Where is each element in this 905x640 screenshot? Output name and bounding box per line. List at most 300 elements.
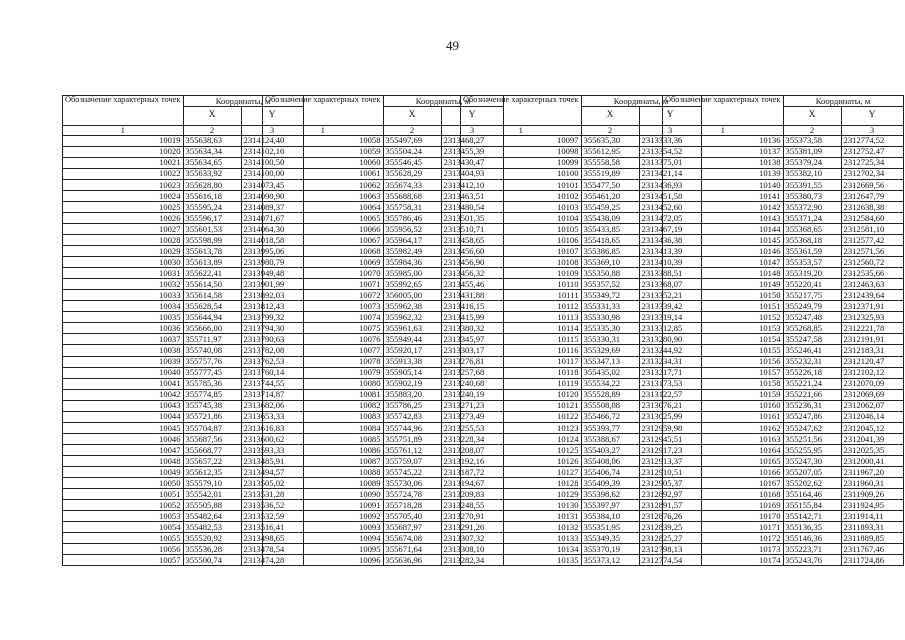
x-value-cell: 355207,05 [783, 467, 841, 478]
table-row [663, 146, 904, 157]
table-row [663, 444, 904, 455]
y-value-cell: 2313282,34 [441, 555, 503, 566]
point-id-cell: 10148 [663, 268, 784, 279]
x-value-cell: 355905,14 [383, 367, 441, 378]
point-id-cell: 10168 [663, 489, 784, 500]
y-value-cell: 2313431,88 [441, 290, 503, 301]
point-id-cell: 10155 [663, 345, 784, 356]
x-value-cell: 355508,08 [581, 400, 639, 411]
x-value-cell: 355247,58 [783, 334, 841, 345]
point-id-cell: 10039 [63, 356, 184, 367]
y-value-cell: 2312191,91 [841, 334, 903, 345]
point-id-cell: 10036 [63, 323, 184, 334]
y-value-cell: 2312535,66 [841, 268, 903, 279]
x-value-cell: 355718,28 [383, 500, 441, 511]
y-value-cell: 2313593,33 [241, 444, 303, 455]
point-id-cell: 10094 [263, 533, 384, 544]
point-label-header: Обозначение характерных точек [63, 96, 184, 126]
table-row [663, 290, 904, 301]
y-value-cell: 2313234,31 [639, 356, 701, 367]
x-value-cell: 355357,52 [581, 279, 639, 290]
x-value-cell: 355388,67 [581, 433, 639, 444]
y-value-cell: 2312120,47 [841, 356, 903, 367]
y-value-cell: 2313173,53 [639, 378, 701, 389]
y-value-cell: 2313532,59 [241, 511, 303, 522]
x-value-cell: 355711,97 [183, 334, 241, 345]
x-value-cell: 355687,56 [183, 433, 241, 444]
x-value-cell: 355384,10 [581, 511, 639, 522]
point-id-cell: 10128 [461, 478, 582, 489]
x-value-cell: 355758,31 [383, 201, 441, 212]
point-id-cell: 10035 [63, 312, 184, 323]
x-value-cell: 355628,80 [183, 179, 241, 190]
point-id-cell: 10079 [263, 367, 384, 378]
point-id-cell: 10150 [663, 290, 784, 301]
y-value-cell: 2313025,99 [639, 411, 701, 422]
point-id-cell: 10064 [263, 201, 384, 212]
x-value-cell: 355466,72 [581, 411, 639, 422]
point-id-cell: 10070 [263, 268, 384, 279]
x-value-cell: 355217,75 [783, 290, 841, 301]
x-value-cell: 355330,31 [581, 334, 639, 345]
col-num-1: 1 [461, 126, 582, 136]
y-value-cell: 2313410,39 [639, 257, 701, 268]
point-id-cell: 10110 [461, 279, 582, 290]
x-value-cell: 355671,64 [383, 544, 441, 555]
col-num-1: 1 [63, 126, 184, 136]
x-value-cell: 355628,54 [183, 301, 241, 312]
x-value-cell: 355744,96 [383, 422, 441, 433]
y-value-cell: 2312221,78 [841, 323, 903, 334]
x-value-cell: 355221,66 [783, 389, 841, 400]
x-value-cell: 355992,65 [383, 279, 441, 290]
point-label-header: Обозначение характерных точек [263, 96, 384, 126]
y-value-cell: 2313472,05 [639, 212, 701, 223]
x-header: X [183, 107, 241, 126]
y-value-cell: 2313498,65 [241, 533, 303, 544]
x-value-cell: 355349,72 [581, 290, 639, 301]
point-id-cell: 10160 [663, 400, 784, 411]
point-id-cell: 10124 [461, 433, 582, 444]
point-id-cell: 10100 [461, 168, 582, 179]
table-row [663, 544, 904, 555]
col-num-3: 3 [841, 126, 903, 136]
y-value-cell: 2313415,99 [441, 312, 503, 323]
x-value-cell: 355350,88 [581, 268, 639, 279]
point-id-cell: 10166 [663, 467, 784, 478]
x-value-cell: 355243,76 [783, 555, 841, 566]
y-value-cell: 2313616,83 [241, 422, 303, 433]
y-value-cell: 2314089,37 [241, 201, 303, 212]
point-id-cell: 10139 [663, 168, 784, 179]
point-id-cell: 10021 [63, 157, 184, 168]
x-value-cell: 355638,63 [183, 135, 241, 146]
x-value-cell: 355668,77 [183, 444, 241, 455]
y-value-cell: 2312917,23 [639, 444, 701, 455]
point-id-cell: 10151 [663, 301, 784, 312]
y-value-cell: 2313421,14 [639, 168, 701, 179]
point-id-cell: 10137 [663, 146, 784, 157]
y-value-cell: 2313194,67 [441, 478, 503, 489]
y-value-cell: 2313319,14 [639, 312, 701, 323]
y-value-cell: 2312892,97 [639, 489, 701, 500]
point-id-cell: 10145 [663, 235, 784, 246]
col-num-3: 3 [241, 126, 303, 136]
y-value-cell: 2313307,32 [441, 533, 503, 544]
point-id-cell: 10092 [263, 511, 384, 522]
point-id-cell: 10078 [263, 356, 384, 367]
point-id-cell: 10068 [263, 246, 384, 257]
table-row [663, 323, 904, 334]
x-value-cell: 355403,27 [581, 444, 639, 455]
x-value-cell: 355319,20 [783, 268, 841, 279]
y-value-cell: 2313122,57 [639, 389, 701, 400]
point-id-cell: 10144 [663, 223, 784, 234]
col-num-1: 1 [663, 126, 784, 136]
x-value-cell: 355920,17 [383, 345, 441, 356]
x-value-cell: 355519,89 [581, 168, 639, 179]
y-value-cell: 2312560,72 [841, 257, 903, 268]
x-value-cell: 355409,39 [581, 478, 639, 489]
x-value-cell: 355705,40 [383, 511, 441, 522]
y-value-cell: 2313480,54 [441, 201, 503, 212]
y-value-cell: 2314100,00 [241, 168, 303, 179]
x-value-cell: 355902,19 [383, 378, 441, 389]
y-value-cell: 2312581,10 [841, 223, 903, 234]
point-id-cell: 10097 [461, 135, 582, 146]
y-value-cell: 2313451,58 [639, 190, 701, 201]
table-row [663, 489, 904, 500]
y-value-cell: 2312647,79 [841, 190, 903, 201]
y-value-cell: 2312046,14 [841, 411, 903, 422]
point-id-cell: 10158 [663, 378, 784, 389]
point-id-cell: 10048 [63, 455, 184, 466]
y-value-cell: 2313217,71 [639, 367, 701, 378]
point-id-cell: 10054 [63, 522, 184, 533]
y-value-cell: 2313280,90 [639, 334, 701, 345]
x-value-cell: 355542,01 [183, 489, 241, 500]
y-value-cell: 2313436,93 [639, 179, 701, 190]
point-id-cell: 10125 [461, 444, 582, 455]
point-id-cell: 10133 [461, 533, 582, 544]
point-id-cell: 10083 [263, 411, 384, 422]
x-value-cell: 355268,85 [783, 323, 841, 334]
point-id-cell: 10113 [461, 312, 582, 323]
y-value-cell: 2314071,67 [241, 212, 303, 223]
table-row [663, 190, 904, 201]
point-id-cell: 10107 [461, 246, 582, 257]
table-row [663, 168, 904, 179]
point-id-cell: 10034 [63, 301, 184, 312]
x-value-cell: 355558,58 [581, 157, 639, 168]
point-id-cell: 10026 [63, 212, 184, 223]
x-value-cell: 355372,90 [783, 201, 841, 212]
point-id-cell: 10132 [461, 522, 582, 533]
point-id-cell: 10065 [263, 212, 384, 223]
point-id-cell: 10040 [63, 367, 184, 378]
y-value-cell: 2314102,16 [241, 146, 303, 157]
y-value-cell: 2314124,40 [241, 135, 303, 146]
y-value-cell: 2311924,95 [841, 500, 903, 511]
point-id-cell: 10129 [461, 489, 582, 500]
x-value-cell: 355913,38 [383, 356, 441, 367]
table-row [663, 522, 904, 533]
x-value-cell: 355982,49 [383, 246, 441, 257]
table-row [663, 533, 904, 544]
point-id-cell: 10095 [263, 544, 384, 555]
x-value-cell: 355520,92 [183, 533, 241, 544]
point-id-cell: 10029 [63, 246, 184, 257]
y-value-cell: 2312325,93 [841, 312, 903, 323]
y-value-cell: 2313812,43 [241, 301, 303, 312]
table-row [663, 268, 904, 279]
y-value-cell: 2312463,63 [841, 279, 903, 290]
point-id-cell: 10042 [63, 389, 184, 400]
y-value-cell: 2313412,10 [441, 179, 503, 190]
y-value-cell: 2313452,60 [639, 201, 701, 212]
y-value-cell: 2312774,52 [841, 135, 903, 146]
y-value-cell: 2313456,32 [441, 268, 503, 279]
point-id-cell: 10152 [663, 312, 784, 323]
y-value-cell: 2313794,30 [241, 323, 303, 334]
y-value-cell: 2313248,55 [441, 500, 503, 511]
x-header: X [383, 107, 441, 126]
point-id-cell: 10123 [461, 422, 582, 433]
y-value-cell: 2312069,69 [841, 389, 903, 400]
x-value-cell: 355482,64 [183, 511, 241, 522]
point-id-cell: 10019 [63, 135, 184, 146]
y-value-cell: 2313303,17 [441, 345, 503, 356]
x-value-cell: 355371,24 [783, 212, 841, 223]
x-value-cell: 355353,57 [783, 257, 841, 268]
y-value-cell: 2313354,52 [639, 146, 701, 157]
point-id-cell: 10161 [663, 411, 784, 422]
x-value-cell: 355616,18 [183, 190, 241, 201]
x-value-cell: 355721,86 [183, 411, 241, 422]
point-id-cell: 10167 [663, 478, 784, 489]
point-id-cell: 10024 [63, 190, 184, 201]
point-id-cell: 10115 [461, 334, 582, 345]
point-id-cell: 10162 [663, 422, 784, 433]
x-value-cell: 355435,02 [581, 367, 639, 378]
x-value-cell: 355500,74 [183, 555, 241, 566]
x-value-cell: 355786,25 [383, 400, 441, 411]
point-id-cell: 10130 [461, 500, 582, 511]
point-id-cell: 10088 [263, 467, 384, 478]
y-value-cell: 2314018,58 [241, 235, 303, 246]
x-value-cell: 355598,99 [183, 235, 241, 246]
x-value-cell: 355742,83 [383, 411, 441, 422]
y-value-cell: 2313949,48 [241, 268, 303, 279]
point-id-cell: 10127 [461, 467, 582, 478]
y-value-cell: 2313980,79 [241, 257, 303, 268]
table-row [663, 511, 904, 522]
point-id-cell: 10153 [663, 323, 784, 334]
x-value-cell: 355961,63 [383, 323, 441, 334]
y-value-cell: 2312070,09 [841, 378, 903, 389]
y-value-cell: 2312439,64 [841, 290, 903, 301]
table-row [663, 301, 904, 312]
y-value-cell: 2313799,32 [241, 312, 303, 323]
y-value-cell: 2313270,91 [441, 511, 503, 522]
x-header: X [783, 107, 841, 126]
point-id-cell: 10061 [263, 168, 384, 179]
point-id-cell: 10058 [263, 135, 384, 146]
table-row [663, 467, 904, 478]
x-value-cell: 355247,48 [783, 312, 841, 323]
point-id-cell: 10131 [461, 511, 582, 522]
x-value-cell: 355956,52 [383, 223, 441, 234]
x-value-cell: 355757,76 [183, 356, 241, 367]
x-value-cell: 355477,50 [581, 179, 639, 190]
y-value-cell: 2313456,60 [441, 246, 503, 257]
point-id-cell: 10025 [63, 201, 184, 212]
x-value-cell: 355251,56 [783, 433, 841, 444]
x-value-cell: 355220,41 [783, 279, 841, 290]
x-value-cell: 355247,62 [783, 422, 841, 433]
y-header: Y [841, 107, 903, 126]
y-value-cell: 2312045,12 [841, 422, 903, 433]
point-id-cell: 10031 [63, 268, 184, 279]
y-value-cell: 2313228,34 [441, 433, 503, 444]
x-value-cell: 355505,88 [183, 500, 241, 511]
point-id-cell: 10146 [663, 246, 784, 257]
x-value-cell: 355247,86 [783, 411, 841, 422]
point-id-cell: 10084 [263, 422, 384, 433]
x-value-cell: 355246,41 [783, 345, 841, 356]
point-id-cell: 10135 [461, 555, 582, 566]
point-id-cell: 10106 [461, 235, 582, 246]
y-value-cell: 2313505,02 [241, 478, 303, 489]
x-value-cell: 355536,28 [183, 544, 241, 555]
point-id-cell: 10049 [63, 467, 184, 478]
point-id-cell: 10102 [461, 190, 582, 201]
x-value-cell: 355546,45 [383, 157, 441, 168]
point-id-cell: 10156 [663, 356, 784, 367]
x-value-cell: 355398,62 [581, 489, 639, 500]
y-value-cell: 2313474,28 [241, 555, 303, 566]
point-id-cell: 10033 [63, 290, 184, 301]
point-id-cell: 10044 [63, 411, 184, 422]
y-value-cell: 2313901,99 [241, 279, 303, 290]
point-id-cell: 10072 [263, 290, 384, 301]
x-value-cell: 355528,89 [581, 389, 639, 400]
x-value-cell: 355596,17 [183, 212, 241, 223]
y-value-cell: 2312183,31 [841, 345, 903, 356]
point-id-cell: 10109 [461, 268, 582, 279]
point-id-cell: 10080 [263, 378, 384, 389]
y-value-cell: 2311909,26 [841, 489, 903, 500]
y-value-cell: 2313257,68 [441, 367, 503, 378]
y-value-cell: 2313208,07 [441, 444, 503, 455]
y-value-cell: 2312062,07 [841, 400, 903, 411]
y-value-cell: 2313413,39 [639, 246, 701, 257]
x-value-cell: 355347,13 [581, 356, 639, 367]
x-value-cell: 355962,38 [383, 301, 441, 312]
y-value-cell: 2312798,13 [639, 544, 701, 555]
point-id-cell: 10114 [461, 323, 582, 334]
point-id-cell: 10105 [461, 223, 582, 234]
point-id-cell: 10173 [663, 544, 784, 555]
point-id-cell: 10111 [461, 290, 582, 301]
col-num-2: 2 [783, 126, 841, 136]
point-id-cell: 10091 [263, 500, 384, 511]
col-num-3: 3 [639, 126, 701, 136]
table-row [663, 555, 904, 566]
y-value-cell: 2313345,97 [441, 334, 503, 345]
x-value-cell: 355155,84 [783, 500, 841, 511]
y-value-cell: 2314064,30 [241, 223, 303, 234]
y-value-cell: 2313308,10 [441, 544, 503, 555]
point-id-cell: 10119 [461, 378, 582, 389]
point-id-cell: 10118 [461, 367, 582, 378]
x-value-cell: 355628,29 [383, 168, 441, 179]
point-id-cell: 10023 [63, 179, 184, 190]
point-id-cell: 10096 [263, 555, 384, 566]
y-value-cell: 2313600,62 [241, 433, 303, 444]
table-row [663, 378, 904, 389]
y-value-cell: 2312041,39 [841, 433, 903, 444]
point-id-cell: 10116 [461, 345, 582, 356]
point-id-cell: 10159 [663, 389, 784, 400]
point-id-cell: 10086 [263, 444, 384, 455]
point-id-cell: 10121 [461, 400, 582, 411]
point-id-cell: 10074 [263, 312, 384, 323]
y-value-cell: 2313467,19 [639, 223, 701, 234]
point-id-cell: 10165 [663, 455, 784, 466]
y-value-cell: 2311767,46 [841, 544, 903, 555]
y-value-cell: 2313478,54 [241, 544, 303, 555]
x-value-cell: 355369,10 [581, 257, 639, 268]
point-id-cell: 10053 [63, 511, 184, 522]
point-id-cell: 10047 [63, 444, 184, 455]
point-label-header: Обозначение характерных точек [663, 96, 784, 126]
y-value-cell: 2313187,72 [441, 467, 503, 478]
point-id-cell: 10030 [63, 257, 184, 268]
point-id-cell: 10075 [263, 323, 384, 334]
y-value-cell: 2313653,33 [241, 411, 303, 422]
x-header: X [581, 107, 639, 126]
y-value-cell: 2313995,06 [241, 246, 303, 257]
x-value-cell: 355774,85 [183, 389, 241, 400]
point-id-cell: 10108 [461, 257, 582, 268]
table-row [663, 356, 904, 367]
point-id-cell: 10122 [461, 411, 582, 422]
y-value-cell: 2312102,12 [841, 367, 903, 378]
y-value-cell: 2314090,90 [241, 190, 303, 201]
x-value-cell: 355777,45 [183, 367, 241, 378]
x-value-cell: 355391,55 [783, 179, 841, 190]
table-row [663, 246, 904, 257]
y-value-cell: 2313244,92 [639, 345, 701, 356]
x-value-cell: 355636,96 [383, 555, 441, 566]
x-value-cell: 355393,77 [581, 422, 639, 433]
y-value-cell: 2311960,31 [841, 478, 903, 489]
x-value-cell: 355595,24 [183, 201, 241, 212]
x-value-cell: 355438,09 [581, 212, 639, 223]
table-row [663, 157, 904, 168]
point-id-cell: 10112 [461, 301, 582, 312]
x-value-cell: 355759,07 [383, 455, 441, 466]
point-id-cell: 10050 [63, 478, 184, 489]
x-value-cell: 355985,00 [383, 268, 441, 279]
x-value-cell: 355497,69 [383, 135, 441, 146]
x-value-cell: 355635,30 [581, 135, 639, 146]
point-id-cell: 10101 [461, 179, 582, 190]
x-value-cell: 355223,71 [783, 544, 841, 555]
point-id-cell: 10076 [263, 334, 384, 345]
page-number: 49 [446, 38, 459, 53]
